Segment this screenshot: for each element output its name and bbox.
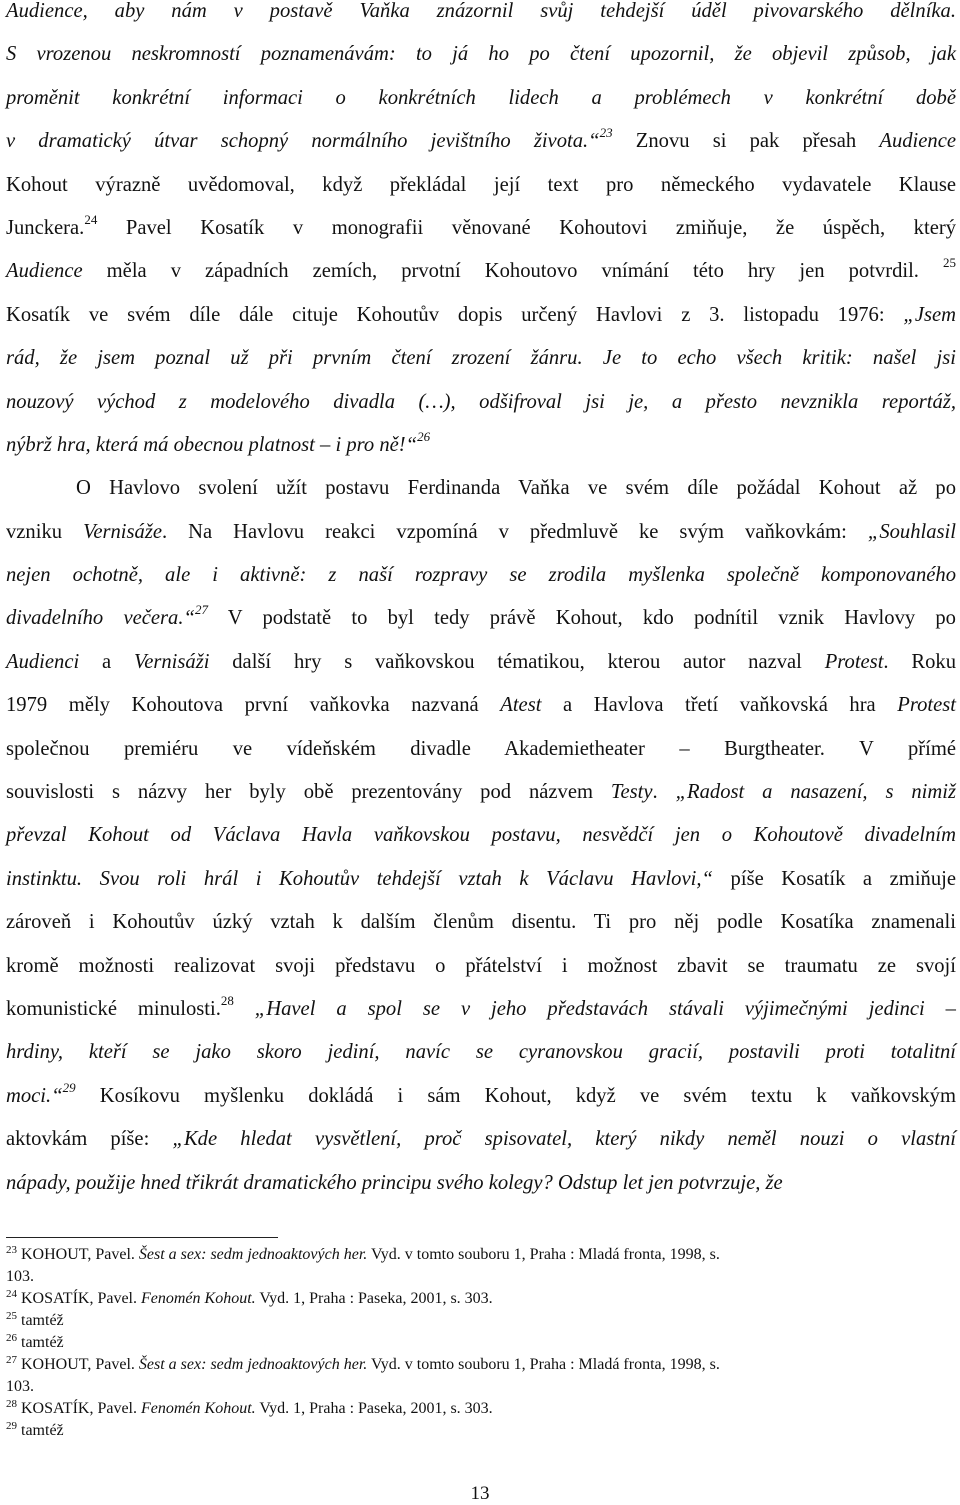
text-run: „Kde hledat vysvětlení, proč spisovatel, který nikdy neměl nouzi o vlastní xyxy=(172,1128,957,1151)
text-run: Audience xyxy=(6,260,83,283)
footnote xyxy=(6,1420,956,1442)
footnote-ref: 25 xyxy=(943,255,956,271)
text-line xyxy=(6,641,956,684)
text-line xyxy=(6,33,956,76)
text-line xyxy=(6,120,956,163)
text-line xyxy=(6,771,956,814)
footnote-number: 23 xyxy=(6,1244,17,1256)
footnote xyxy=(6,1332,956,1354)
text-line xyxy=(6,511,956,554)
text-run: zároveň i Kohoutův úzký vztah k dalším členům disentu. Ti pro něj podle Kosatíka znamenali xyxy=(6,911,956,934)
footnote xyxy=(6,1310,956,1332)
text-line xyxy=(6,1075,956,1118)
text-run: Kohout výrazně uvědomoval, když překládal její text pro německého vydavatele Klause xyxy=(6,173,956,196)
text-run: “ xyxy=(588,130,600,153)
text-line xyxy=(6,728,956,771)
text-run: “ xyxy=(183,607,195,630)
text-run: . Na Havlovu reakci vzpomíná v předmluvě ke svým vaňkovkám: xyxy=(162,520,868,543)
text-run: . xyxy=(652,781,676,804)
text-run: vzniku xyxy=(6,520,84,543)
text-run: divadelního večera. xyxy=(6,607,184,630)
text-run: V podstatě to byl tedy právě Kohout, kdo podnítil vznik Havlovy po xyxy=(207,607,956,630)
text-run: instinktu. xyxy=(6,867,83,890)
footnote-ref: 27 xyxy=(194,602,208,618)
footnote-number: 29 xyxy=(6,1420,17,1432)
text-run: Znovu si pak přesah xyxy=(612,130,880,153)
text-run: kromě možnosti realizovat svoji představu o přátelství i možnost zbavit se traumatu ze svojí xyxy=(6,954,956,977)
text-line xyxy=(6,1031,956,1074)
text-run: a Havlova třetí vaňkovská hra xyxy=(541,694,898,717)
text-run: komunistické minulosti. xyxy=(6,997,221,1020)
footnote-separator xyxy=(6,1237,278,1238)
footnote-text: Vyd. v tomto souboru 1, Praha : Mladá fronta, 1998, s. xyxy=(367,1356,720,1373)
text-run: proměnit konkrétní informaci o konkrétních lidech a problémech v konkrétní době xyxy=(6,86,956,109)
text-line xyxy=(6,207,956,250)
text-line xyxy=(6,814,956,857)
text-run: Kosíkovu myšlenku dokládá i sám Kohout, když ve svém textu k vaňkovským xyxy=(75,1084,956,1107)
footnote-number: 25 xyxy=(6,1310,17,1322)
footnote-number: 26 xyxy=(6,1332,17,1344)
footnote xyxy=(6,1288,956,1310)
text-run: a xyxy=(79,650,134,673)
text-run: „Havel a spol se v jeho představách stávali výjimečnými jedinci – xyxy=(254,997,956,1020)
text-line xyxy=(6,858,956,901)
text-run: souvislosti s názvy her byly obě prezentovány pod názvem xyxy=(6,781,611,804)
text-run: měla v západních zemích, prvotní Kohoutovo vnímání této hry jen potvrdil. xyxy=(82,260,943,283)
footnote-text: tamtéž xyxy=(21,1422,64,1439)
text-line xyxy=(6,424,956,467)
text-line xyxy=(6,250,956,293)
footnote-text: 103. xyxy=(6,1378,34,1395)
footnotes xyxy=(6,1244,956,1442)
text-run: „Radost a nasazení, s nimiž xyxy=(675,781,957,804)
footnote-ref: 28 xyxy=(220,992,234,1008)
footnote-text: tamtéž xyxy=(21,1334,64,1351)
text-run: “ xyxy=(701,867,713,890)
text-run: Protest xyxy=(824,650,884,673)
text-run: moci. xyxy=(6,1084,52,1107)
text-run: Svou roli hrál i Kohoutův tehdejší vztah k Václavu Havlovi, xyxy=(82,867,702,890)
text-run: Atest xyxy=(500,694,542,717)
text-run: v dramatický útvar schopný normálního jevištního života. xyxy=(6,130,589,153)
text-line xyxy=(6,0,956,33)
body-text xyxy=(6,0,956,1205)
text-run: nejen ochotně, ale i aktivně: z naší rozpravy se zrodila myšlenka společně komponovaného xyxy=(6,564,956,587)
text-run: Je to echo všech kritik: našel jsi xyxy=(582,347,956,370)
text-line xyxy=(6,1118,956,1161)
text-run: Audience, aby nám v postavě Vaňka znázornil svůj tehdejší úděl pivovarského dělníka. xyxy=(6,0,956,22)
footnote xyxy=(6,1398,956,1420)
text-line xyxy=(6,381,956,424)
text-line xyxy=(6,945,956,988)
page-number: 13 xyxy=(470,1483,490,1504)
text-run xyxy=(234,998,255,1020)
text-run: Junckera. xyxy=(6,216,85,239)
text-run: společnou premiéru ve vídeňském divadle Akademietheater – Burgtheater. V přímé xyxy=(6,737,956,760)
text-run: Kosatík ve svém díle dále cituje Kohoutův dopis určený Havlovi z 3. listopadu 1976: xyxy=(6,303,904,326)
text-line xyxy=(6,988,956,1031)
footnote-text: KOHOUT, Pavel. xyxy=(21,1246,139,1263)
text-run: nýbrž hra, která má obecnou platnost – i pro ně! xyxy=(6,433,406,456)
footnote-text: Vyd. 1, Praha : Paseka, 2001, s. 303. xyxy=(255,1290,493,1307)
footnote-ref: 23 xyxy=(599,125,613,141)
footnote-text: Fenomén Kohout. xyxy=(141,1290,256,1307)
text-line xyxy=(6,467,956,510)
footnote-ref: 29 xyxy=(62,1079,76,1095)
text-run: S vrozenou neskromností poznamenávám: to já ho po čtení upozornil, že objevil způsob, jak xyxy=(6,43,956,66)
text-run: O Havlovo svolení užít postavu Ferdinanda Vaňka ve svém díle požádal Kohout až po xyxy=(76,477,956,500)
text-line xyxy=(6,164,956,207)
text-run: píše Kosatík a zmiňuje xyxy=(712,867,956,890)
footnote-text: tamtéž xyxy=(21,1312,64,1329)
footnote-text: KOHOUT, Pavel. xyxy=(21,1356,139,1373)
footnote xyxy=(6,1376,956,1398)
footnote-number: 27 xyxy=(6,1354,17,1366)
text-line xyxy=(6,77,956,120)
footnote-text: Vyd. 1, Praha : Paseka, 2001, s. 303. xyxy=(255,1400,493,1417)
footnote-text: KOSATÍK, Pavel. xyxy=(21,1290,141,1307)
footnote-text: Fenomén Kohout. xyxy=(141,1400,256,1417)
text-run: Testy xyxy=(610,781,653,804)
footnote-ref: 24 xyxy=(84,211,98,227)
text-run: převzal Kohout od Václava Havla vaňkovskou postavu, nesvědčí jen o Kohoutově divadelním xyxy=(6,824,956,847)
footnote-text: Šest a sex: sedm jednoaktových her. xyxy=(138,1356,368,1373)
footnote xyxy=(6,1354,956,1376)
text-line xyxy=(6,597,956,640)
text-run: nouzový východ z modelového divadla (…), odšifroval jsi je, a přesto nevznikla reportáž, xyxy=(6,390,956,413)
footnote-text: Vyd. v tomto souboru 1, Praha : Mladá fronta, 1998, s. xyxy=(367,1246,720,1263)
text-line xyxy=(6,337,956,380)
text-run: „Souhlasil xyxy=(867,520,956,543)
footnote-text: 103. xyxy=(6,1268,34,1285)
text-run: Pavel Kosatík v monografii věnované Kohoutovi zmiňuje, že úspěch, který xyxy=(97,216,956,239)
footnote xyxy=(6,1244,956,1266)
text-run: Protest xyxy=(897,694,956,717)
footnote-text: Šest a sex: sedm jednoaktových her. xyxy=(138,1246,368,1263)
text-run: Audienci xyxy=(6,650,80,673)
text-run: Audience xyxy=(879,130,956,153)
footnote xyxy=(6,1266,956,1288)
text-run: rád, že jsem poznal už při prvním čtení zrození žánru. xyxy=(6,347,583,370)
text-run: 1979 měly Kohoutova první vaňkovka nazvaná xyxy=(6,694,501,717)
text-run: Vernisáže xyxy=(83,520,162,543)
text-run: „Jsem xyxy=(903,303,956,326)
text-line xyxy=(6,684,956,727)
text-run: další hry s vaňkovskou tématikou, kterou autor nazval xyxy=(209,650,825,673)
text-run: Vernisáži xyxy=(133,650,210,673)
text-line xyxy=(6,901,956,944)
text-line xyxy=(6,1162,956,1205)
text-run: “ xyxy=(51,1084,63,1107)
text-run: . Roku xyxy=(883,650,956,673)
footnote-text: KOSATÍK, Pavel. xyxy=(21,1400,141,1417)
footnote-number: 24 xyxy=(6,1288,17,1300)
text-run: hrdiny, kteří se jako skoro jediní, navíc se cyranovskou gracií, postavili proti totalitní xyxy=(6,1041,956,1064)
text-run: aktovkám píše: xyxy=(6,1128,173,1151)
text-run: “ xyxy=(405,433,418,456)
text-line xyxy=(6,554,956,597)
text-run: nápady, použije hned třikrát dramatického principu svého kolegy? Odstup let jen potvrzuje, že xyxy=(6,1171,783,1194)
footnote-number: 28 xyxy=(6,1398,17,1410)
text-line xyxy=(6,294,956,337)
footnote-ref: 26 xyxy=(417,428,431,444)
